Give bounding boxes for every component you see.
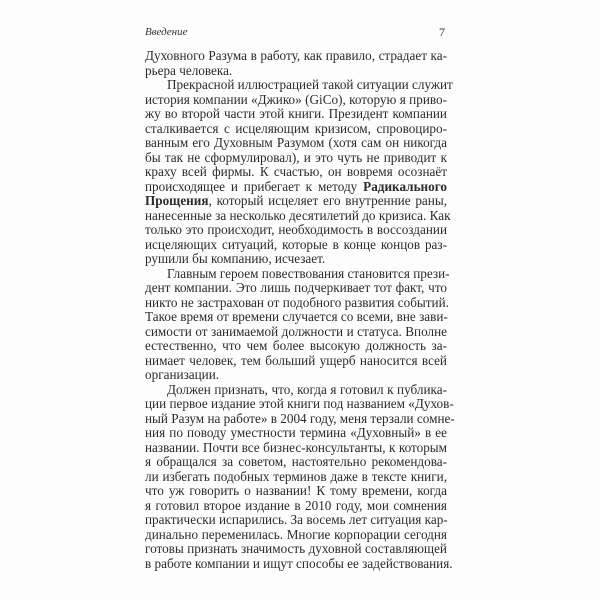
text-line: нанесенные за несколько десятилетий до кризиса. Как [145, 207, 451, 223]
text-line: ванным его Духовным Разумом (хотя сам он никогда [145, 135, 447, 150]
text-line: Главным героем повествования становится прези- [167, 265, 450, 281]
page-number: 7 [439, 25, 445, 39]
paragraph-2 [145, 77, 453, 267]
text-fragment: происходящее и прибегает к методу [145, 178, 364, 194]
text-line: Должен признать, что, когда я готовил к публика- [167, 381, 447, 397]
text-line: рушили бы компанию, исчезает. [145, 251, 326, 266]
text-line: что уж говорить о названии! К тому времени, когда [145, 483, 447, 498]
paragraph-4 [145, 381, 455, 572]
text-line: практически испарились. За восемь лет ситуация кар- [145, 512, 448, 527]
running-head [145, 26, 447, 40]
text-line: естественно, что чем более высокую должность за- [145, 338, 447, 353]
text-line: история компании «Джико» (GiCo), которую я приво- [145, 91, 447, 107]
text-line: дент компании. Это лишь подчеркивает тот факт, что [145, 280, 447, 295]
text-line: ли избегать подобных терминов даже в тексте книги, [145, 468, 447, 484]
text-line: исцеляющих ситуаций, которые в конце концов раз- [145, 236, 447, 252]
text-line: Прекрасной иллюстрацией такой ситуации служит [167, 77, 453, 92]
bold-term: Радикального [363, 178, 447, 194]
section-title: Введение [145, 26, 188, 38]
text-line: названии. Почти все бизнес-консультанты, к которым [145, 439, 447, 455]
text-line: ния по поводу уместности термина «Духовный» в ее [145, 425, 447, 440]
text-line: нимает человек, тем больший ущерб наносится всей [145, 352, 447, 368]
text-line: Духовного Разума в работу, как правило, страдает ка- [145, 48, 447, 63]
text-line [145, 194, 447, 209]
text-line: организации. [145, 367, 220, 382]
bold-term: Прощения [145, 193, 209, 208]
text-line: симости от занимаемой должности и статуса. Вполне [145, 323, 447, 339]
text-line: я обращался за советом, настоятельно рекомендова- [145, 454, 447, 469]
paragraph-1 [145, 49, 447, 78]
text-line: жу во второй части этой книги. Президент компании [145, 106, 447, 121]
text-line: никто не застрахован от подобного развития событий. [145, 294, 449, 310]
text-line: готовы признать значимость духовной составляющей [145, 541, 447, 556]
text-line: только это происходит, необходимость в воссоздании [145, 222, 447, 237]
text-line: бы так не сформулировал), и это чуть не приводит к [145, 149, 447, 165]
text-line: ции первое издание этой книги под названием «Духов- [145, 396, 454, 411]
text-line: динально переменилась. Многие корпорации сегодня [145, 526, 447, 542]
text-line: ный Разум на работе» в 2004 году, меня терзали сомне- [145, 410, 455, 426]
text-line: в работе компании и ищут способы ее задействования. [145, 555, 453, 571]
body-text [145, 48, 455, 571]
text-fragment: , который исцеляет его внутренние раны, [208, 193, 447, 208]
paragraph-3 [145, 265, 450, 383]
text-line: Такое время от времени случается со всеми, вне зави- [145, 309, 448, 324]
text-line: я готовил второе издание в 2010 году, мои сомнения [145, 497, 447, 513]
text-line [145, 180, 447, 195]
text-line: краху всей фирмы. К счастью, он вовремя осознаёт [145, 164, 447, 179]
text-line: сталкивается с исцеляющим кризисом, спровоциро- [145, 120, 447, 136]
text-line: рьера человека. [145, 62, 233, 78]
